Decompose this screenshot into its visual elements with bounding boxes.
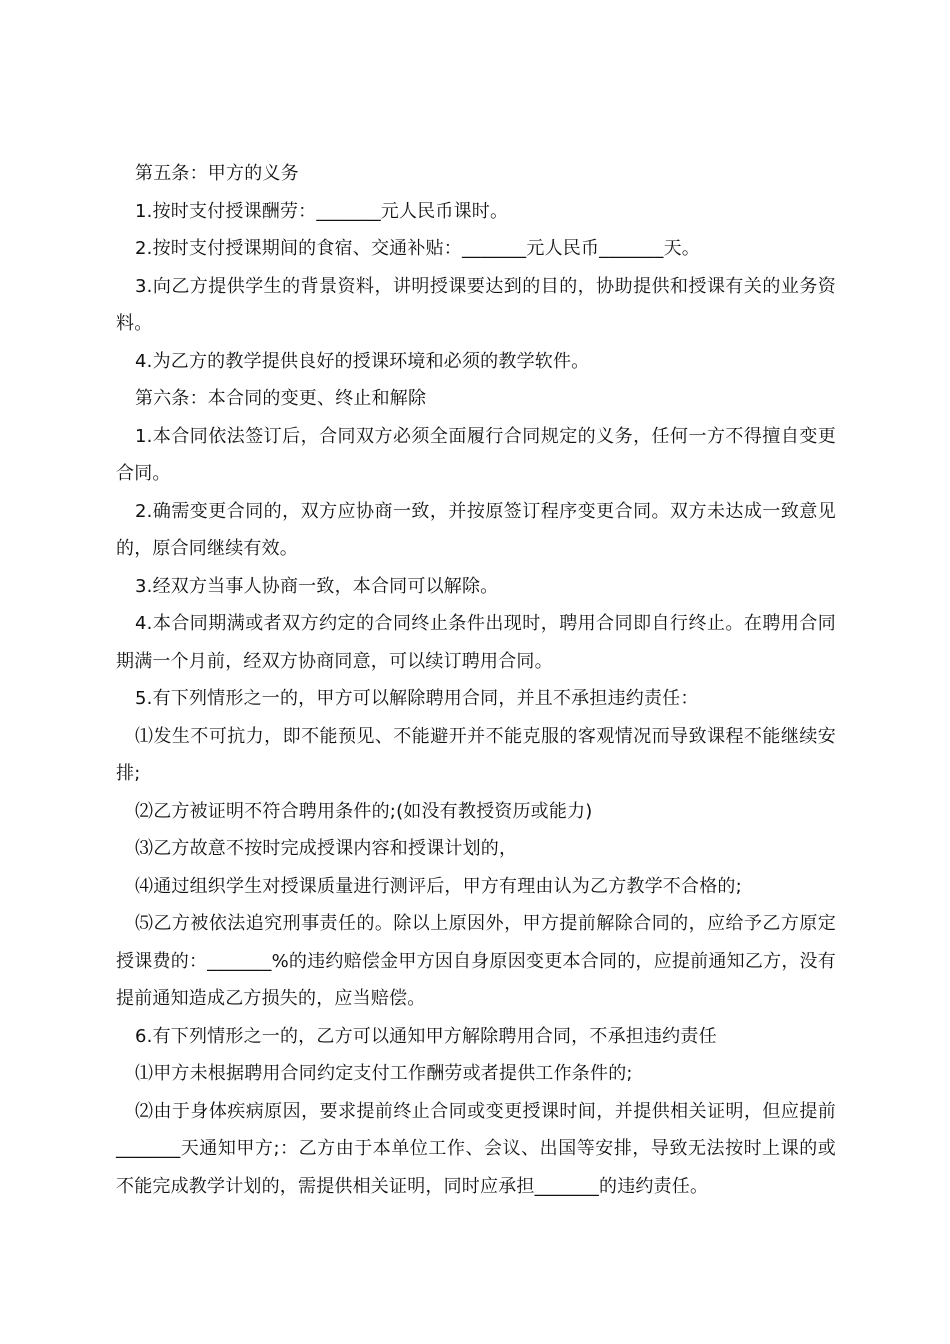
clause-6-5-item-3: ⑶乙方故意不按时完成授课内容和授课计划的， [135,838,518,859]
clause-6-6-item-2: ⑵由于身体疾病原因，要求提前终止合同或变更授课时间，并提供相关证明，但应提前_______天通知甲方;：乙方由于本单位工作、会议、出国等安排，导致无法按时上课的或不能完成教学计划的，需提供相关证明，同时应承担_______的违约责任。 [116,1100,836,1197]
clause-6-5: 5.有下列情形之一的，甲方可以解除聘用合同，并且不承担违约责任： [135,688,699,709]
clause-5-3: 3.向乙方提供学生的背景资料，讲明授课要达到的目的，协助提供和授课有关的业务资料。 [116,275,836,334]
clause-6-4: 4.本合同期满或者双方约定的合同终止条件出现时，聘用合同即自行终止。在聘用合同期满一个月前，经双方协商同意，可以续订聘用合同。 [116,613,836,672]
document-page [116,155,836,1205]
clause-6-3: 3.经双方当事人协商一致，本合同可以解除。 [135,575,499,597]
clause-6-1: 1.本合同依法签订后，合同双方必须全面履行合同规定的义务，任何一方不得擅自变更合同。 [116,425,836,484]
clause-6-6-item-1: ⑴甲方未根据聘用合同约定支付工作酬劳或者提供工作条件的; [135,1063,633,1084]
clause-6-5-item-4: ⑷通过组织学生对授课质量进行测评后，甲方有理由认为乙方教学不合格的; [135,875,742,897]
clause-6-5-item-2: ⑵乙方被证明不符合聘用条件的;(如没有教授资历或能力) [135,800,593,822]
clause-5-2: 2.按时支付授课期间的食宿、交通补贴：_______元人民币_______天。 [135,238,700,259]
article-5-heading: 第五条：甲方的义务 [135,163,299,184]
article-6-heading: 第六条：本合同的变更、终止和解除 [135,388,427,409]
clause-6-6: 6.有下列情形之一的，乙方可以通知甲方解除聘用合同，不承担违约责任 [135,1025,717,1047]
clause-6-5-item-1: ⑴发生不可抗力，即不能预见、不能避开并不能克服的客观情况而导致课程不能继续安排; [116,725,836,784]
clause-6-5-item-5: ⑸乙方被依法追究刑事责任的。除以上原因外，甲方提前解除合同的，应给予乙方原定授课费的：_______%的违约赔偿金甲方因自身原因变更本合同的，应提前通知乙方，没有提前通知造成乙方损失的，应当赔偿。 [116,913,836,1009]
clause-5-1: 1.按时支付授课酬劳：_______元人民币课时。 [135,200,509,222]
clause-6-2: 2.确需变更合同的，双方应协商一致，并按原签订程序变更合同。双方未达成一致意见的，原合同继续有效。 [116,500,836,559]
clause-5-4: 4.为乙方的教学提供良好的授课环境和必须的教学软件。 [135,350,590,372]
